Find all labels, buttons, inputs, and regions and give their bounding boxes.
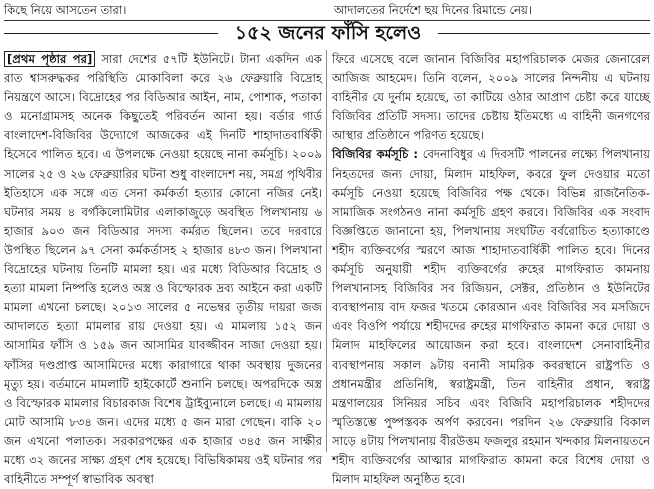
program-subheading: বিজিবির কর্মসূচি : xyxy=(332,147,419,162)
right-paragraph-2 xyxy=(332,145,650,489)
headline-rule-right xyxy=(438,33,650,34)
program-body-text: বেদনাবিধুর এ দিবসটি পালনের লক্ষ্যে পিলখানায় নিহতদের জন্য দোয়া, মিলাদ মাহফিল, কবরে ফুল দেওয়ার মতো কর্মসূচি নেওয়া হয়েছে বিজিবির পক্ষ থেকে। বিভিন্ন রাজনৈতিক-সামাজিক সংগঠনও নানা কর্মসূচি গ্রহণ করবে। বিজিবির এক সংবাদ বিজ্ঞপ্তিতে জানানো হয়, পিলখানায় সংঘটিত বর্বরোচিত হত্যাকাণ্ডে শহীদ ব্যক্তিবর্গের স্মরণে আজ শাহাদাতবার্ষিকী পালিত হবে। দিনের কর্মসূচি অনুযায়ী শহীদ ব্যক্তিবর্গের রুহের মাগফিরাত কামনায় পিলখানাসহ বিজিবির সব রিজিয়ন, সেক্টর, প্রতিষ্ঠান ও ইউনিটের ব্যবস্থাপনায় বাদ ফজর খতমে কোরআন এবং বিজিবির সব মসজিদে এবং বিওপি পর্যায়ে শহীদদের রুহের মাগফিরাত কামনা করে দোয়া ও মিলাদ মাহফিলের আয়োজন করা হবে। বাংলাদেশ সেনাবাহিনীর ব্যবস্থাপনায় সকাল ৯টায় বনানী সামরিক কবরস্থানে রাষ্ট্রপতি ও প্রধানমন্ত্রীর প্রতিনিধি, স্বরাষ্ট্রমন্ত্রী, তিন বাহিনীর প্রধান, স্বরাষ্ট্র মন্ত্রণালয়ের সিনিয়র সচিব এবং বিজিবি মহাপরিচালক শহীদদের স্মৃতিস্তম্ভে পুষ্পস্তবক অর্পণ করবেন। পরদিন ২৬ ফেব্রুয়ারি বিকাল সাড়ে ৪টায় পিলখানায় বীরউত্তম ফজলুর রহমান খন্দকার মিলনায়তনে শহীদ ব্যক্তিবর্গের আত্মার মাগফিরাত কামনা করে বিশেষ দোয়া ও মিলাদ মাহফিল অনুষ্ঠিত হবে। xyxy=(332,147,650,487)
right-column xyxy=(332,50,650,487)
article-headline: ১৫২ জনের ফাঁসি হলেও xyxy=(234,22,422,44)
previous-article-fragment-right: আদালতের নির্দেশে ছয় দিনের রিমান্ডে নেয়। xyxy=(334,3,532,17)
headline-row xyxy=(4,21,650,45)
right-paragraph-1: ফিরে এসেছে বলে জানান বিজিবির মহাপরিচালক মেজর জেনারেল আজিজ আহমেদ। তিনি বলেন, ২০০৯ সালের নিন্দনীয় এ ঘটনায় বাহিনীর যে দুর্নাম হয়েছে, তা কাটিয়ে ওঠার আপ্রাণ চেষ্টা করে যাচ্ছে বিজিবির প্রতিটি সদস্য। তাদের চেষ্টায় ইতিমধ্যে এ বাহিনী জনগণের আস্থার প্রতিষ্ঠানে পরিণত হয়েছে। xyxy=(332,52,650,143)
continued-from-front-label: [প্রথম পৃষ্ঠার পর] xyxy=(4,51,95,67)
previous-article-fragment: কিছে নিয়ে আসতেন তারা। xyxy=(4,3,127,17)
left-body-text: সারা দেশের ৫৭টি ইউনিটে। টানা একদিন এক রাত শ্বাসরুদ্ধকর পরিস্থিতি মোকাবিলা করে ২৬ ফেব্রুয়ারি বিদ্রোহ নিয়ন্ত্রণে আসে। বিদ্রোহের পর বিডিআর আইন, নাম, পোশাক, পতাকা ও মনোগ্রামসহ অনেক কিছুতেই পরিবর্তন আনা হয়। বর্ডার গার্ড বাংলাদেশ-বিজিবির উদ্যোগে আজকের এই দিনটি শাহাদাতবার্ষিকী হিসেবে পালিত হবে। এ উপলক্ষে নেওয়া হয়েছে নানা কর্মসূচি। ২০০৯ সালের ২৫ ও ২৬ ফেব্রুয়ারির ঘটনা শুধু বাংলাদেশ নয়, সমগ্র পৃথিবীর ইতিহাসে এক সঙ্গে এত সেনা কর্মকর্তা হত্যার কোনো নজির নেই। ঘটনার সময় ৪ বর্গকিলোমিটার এলাকাজুড়ে অবস্থিত পিলখানায় ৬ হাজার ৯০৩ জন বিডিআর সদস্য কর্মরত ছিলেন। তবে দরবারে উপস্থিত ছিলেন ৯৭ সেনা কর্মকর্তাসহ ২ হাজার ৪৮৩ জন। পিলখানা বিদ্রোহের ঘটনায় তিনটি মামলা হয়। এর মধ্যে বিডিআর বিদ্রোহ ও হত্যা মামলা নিষ্পত্তি হলেও অস্ত্র ও বিস্ফোরক দ্রব্য আইনে করা একটি মামলা এখনো চলছে। ২০১৩ সালের ৫ নভেম্বর তৃতীয় দায়রা জজ আদালতে হত্যা মামলার রায় দেওয়া হয়। এ মামলায় ১৫২ জন আসামির ফাঁসি ও ১৫৯ জন আসামির যাবজ্জীবন সাজা দেওয়া হয়। ফাঁসির দণ্ডপ্রাপ্ত আসামিদের মধ্যে কারাগারে থাকা অবস্থায় দুজনের মৃত্যু হয়। বর্তমানে মামলাটি হাইকোর্টে শুনানি চলছে। অপরদিকে অস্ত্র ও বিস্ফোরক মামলার বিচারকাজ বিশেষ ট্রাইব্যুনালে চলছে। এ মামলায় মোট আসামি ৮৩৪ জন। এদের মধ্যে ৫ জন মারা গেছেন। বাকি ২০ জন এখনো পলাতক। সরকারপক্ষের এক হাজার ৩৪৫ জন সাক্ষীর মধ্যে ৩২ জনের সাক্ষ্য গ্রহণ শেষ হয়েছে। বিভিষিকাময় ওই ঘটনার পর বাহিনীতে সম্পূর্ণ স্বাভাবিক অবস্থা xyxy=(4,52,323,487)
left-column xyxy=(4,50,323,487)
column-divider xyxy=(326,50,327,452)
headline-rule-left xyxy=(4,33,218,34)
left-paragraph xyxy=(4,50,322,489)
